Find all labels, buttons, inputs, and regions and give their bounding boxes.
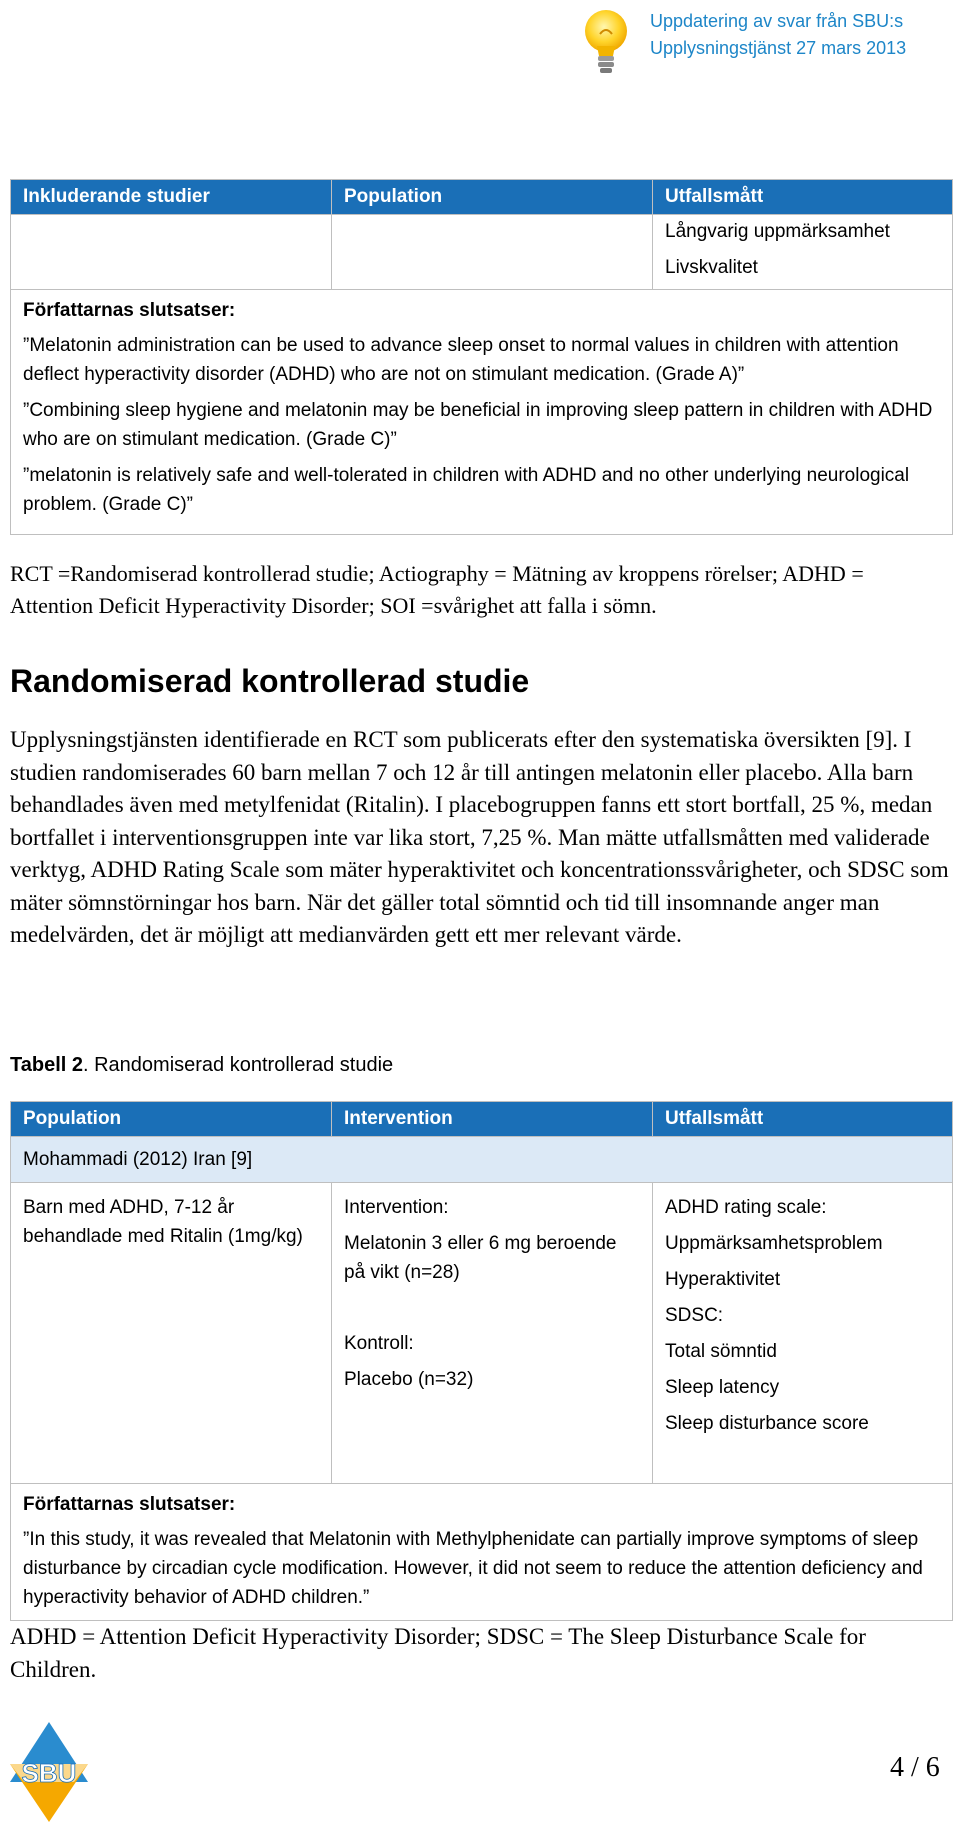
outcome-item: Uppmärksamhetsproblem bbox=[665, 1233, 883, 1254]
column-header: Population bbox=[11, 1102, 332, 1137]
abbreviations-footnote: RCT =Randomiserad kontrollerad studie; Actiography = Mätning av kroppens rörelser; ADHD = Attention Deficit Hyperactivity Disorder; SOI =svårighet att falla i sömn. bbox=[10, 561, 864, 618]
intervention-text: Melatonin 3 eller 6 mg beroende på vikt (n=28) bbox=[344, 1233, 617, 1283]
population-cell: Barn med ADHD, 7-12 år behandlade med Ritalin (1mg/kg) bbox=[11, 1183, 332, 1484]
section-heading: Randomiserad kontrollerad studie bbox=[10, 663, 530, 699]
table-caption bbox=[10, 1054, 393, 1077]
conclusions-row bbox=[11, 1484, 953, 1621]
header-line-2: Upplysningstjänst 27 mars 2013 bbox=[650, 38, 907, 58]
study-cell: Mohammadi (2012) Iran [9] bbox=[11, 1137, 953, 1183]
outcome-item: Total sömntid bbox=[665, 1341, 777, 1362]
table-row bbox=[11, 215, 953, 290]
conclusions-cell bbox=[11, 290, 953, 535]
table-header-row bbox=[11, 1102, 953, 1137]
outcome-item: Hyperaktivitet bbox=[665, 1269, 781, 1290]
outcomes-cell bbox=[653, 1183, 953, 1484]
outcome-item: Långvarig uppmärksamhet bbox=[665, 221, 890, 242]
rct-table bbox=[10, 1101, 953, 1621]
column-header: Intervention bbox=[332, 1102, 653, 1137]
column-header: Utfallsmått bbox=[653, 1102, 953, 1137]
column-header: Utfallsmått bbox=[653, 180, 953, 215]
studies-table-continued bbox=[10, 179, 953, 535]
table-header-row bbox=[11, 180, 953, 215]
conclusions-quotes bbox=[23, 331, 940, 519]
conclusions-row bbox=[11, 290, 953, 535]
section-paragraph: Upplysningstjänsten identifierade en RCT som publicerats efter den systematiska översikten [9]. I studien randomiserades 60 barn mellan 7 och 12 år till antingen melatonin eller placebo. Alla barn behandlades även med metylfenidat (Ritalin). I placebogruppen fanns ett stort bortfall, 25 %, medan bortfallet i interventionsgruppen inte var lika stort, 7,25 %. Man mätte utfallsmåtten med validerade verktyg, ADHD Rating Scale som mäter hyperaktivitet och koncentrationssvårigheter, och SDSC som mäter sömnstörningar hos barn. När det gäller total sömntid och tid till insomnande anger man medelvärden, det är möjligt att medianvärden gett ett mer relevant värde. bbox=[10, 727, 949, 947]
control-text: Placebo (n=32) bbox=[344, 1369, 474, 1390]
page-number: 4 / 6 bbox=[890, 1752, 940, 1783]
outcomes-cell bbox=[653, 215, 953, 290]
table-caption-label: Tabell 2 bbox=[10, 1054, 83, 1076]
outcome-item: Livskvalitet bbox=[665, 257, 758, 278]
table-cell bbox=[332, 215, 653, 290]
quote-text: ”melatonin is relatively safe and well-tolerated in children with ADHD and no other underlying neurological problem. (Grade C)” bbox=[23, 465, 910, 515]
conclusions-label: Författarnas slutsatser: bbox=[23, 300, 236, 321]
header-title bbox=[650, 8, 906, 62]
sbu-logo bbox=[8, 1720, 90, 1824]
quote-text: ”Melatonin administration can be used to advance sleep onset to normal values in children with attention deflect hyperactivity disorder (ADHD) who are not on stimulant medication. (Grade A)” bbox=[23, 335, 899, 385]
abbreviations-footnote-2: ADHD = Attention Deficit Hyperactivity Disorder; SDSC = The Sleep Disturbance Scale for Children. bbox=[10, 1624, 866, 1682]
column-header: Inkluderande studier bbox=[11, 180, 332, 215]
control-label: Kontroll: bbox=[344, 1333, 414, 1354]
conclusion-quote: ”In this study, it was revealed that Melatonin with Methylphenidate can partially improve symptoms of sleep disturbance by circadian cycle modification. However, it did not seem to reduce the attention deficiency and hyperactivity behavior of ADHD children.” bbox=[23, 1529, 923, 1608]
outcome-item: Sleep disturbance score bbox=[665, 1413, 869, 1434]
table-row bbox=[11, 1183, 953, 1484]
study-row bbox=[11, 1137, 953, 1183]
outcome-item: SDSC: bbox=[665, 1305, 724, 1326]
outcome-item: Sleep latency bbox=[665, 1377, 780, 1398]
spacer bbox=[344, 1294, 640, 1322]
intervention-label: Intervention: bbox=[344, 1197, 449, 1218]
table-cell bbox=[11, 215, 332, 290]
logo-text: SBU bbox=[21, 1758, 77, 1788]
conclusions-cell bbox=[11, 1484, 953, 1621]
lightbulb-icon bbox=[580, 6, 632, 78]
table-caption-text: . Randomiserad kontrollerad studie bbox=[83, 1054, 394, 1076]
column-header: Population bbox=[332, 180, 653, 215]
conclusions-label: Författarnas slutsatser: bbox=[23, 1494, 236, 1515]
outcome-item: ADHD rating scale: bbox=[665, 1197, 827, 1218]
header-line-1: Uppdatering av svar från SBU:s bbox=[650, 11, 904, 31]
quote-text: ”Combining sleep hygiene and melatonin may be beneficial in improving sleep pattern in children with ADHD who are on stimulant medication. (Grade C)” bbox=[23, 400, 933, 450]
intervention-cell bbox=[332, 1183, 653, 1484]
